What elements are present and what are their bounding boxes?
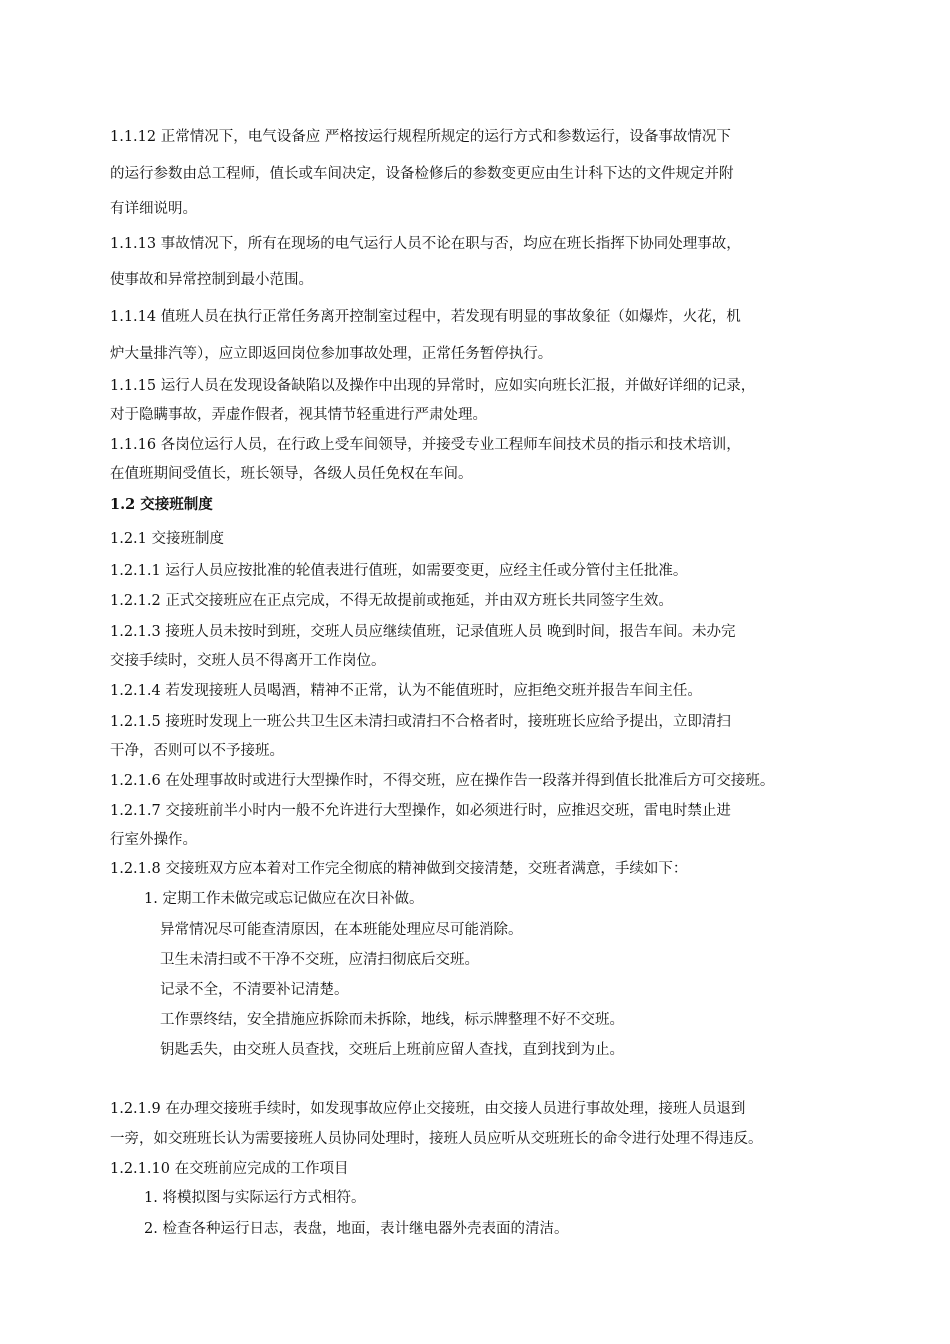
text-line: 1.2.1.1 运行人员应按批准的轮值表进行值班，如需要变更，应经主任或分管付主任批准。 (110, 563, 688, 579)
list-item: 钥匙丢失，由交班人员查找，交班后上班前应留人查找，直到找到为止。 (160, 1042, 624, 1058)
list-item: 1. 将模拟图与实际运行方式相符。 (144, 1190, 366, 1206)
text-line: 1.2.1.8 交接班双方应本着对工作完全彻底的精神做到交接清楚，交班者满意，手续如下： (110, 861, 688, 877)
section-heading: 1.2 交接班制度 (110, 496, 213, 513)
text-line: 对于隐瞒事故，弄虚作假者，视其情节轻重进行严肃处理。 (110, 407, 487, 423)
text-line: 1.1.15 运行人员在发现设备缺陷以及操作中出现的异常时，应如实向班长汇报，并做好详细的记录， (110, 378, 756, 394)
text-line: 有详细说明。 (110, 201, 197, 217)
text-line: 1.2.1.4 若发现接班人员喝酒，精神不正常，认为不能值班时，应拒绝交班并报告车间主任。 (110, 683, 702, 699)
list-item: 卫生未清扫或不干净不交班，应清扫彻底后交班。 (160, 952, 479, 968)
text-line: 的运行参数由总工程师，值长或车间决定，设备检修后的参数变更应由生计科下达的文件规定并附 (110, 166, 734, 182)
text-line: 1.2.1.7 交接班前半小时内一般不允许进行大型操作，如必须进行时，应推迟交班，雷电时禁止进 (110, 803, 731, 819)
text-line: 1.1.13 事故情况下，所有在现场的电气运行人员不论在职与否，均应在班长指挥下协同处理事故， (110, 236, 741, 252)
text-line: 行室外操作。 (110, 832, 197, 848)
text-line: 1.1.14 值班人员在执行正常任务离开控制室过程中，若发现有明显的事故象征（如爆炸，火花，机 (110, 309, 741, 325)
text-line: 在值班期间受值长，班长领导，各级人员任免权在车间。 (110, 466, 473, 482)
list-item: 1. 定期工作未做完或忘记做应在次日补做。 (144, 891, 424, 907)
subsection-heading: 1.2.1 交接班制度 (110, 531, 225, 547)
text-line: 1.2.1.6 在处理事故时或进行大型操作时，不得交班，应在操作告一段落并得到值长批准后方可交接班。 (110, 773, 775, 789)
list-item: 2. 检查各种运行日志，表盘，地面，表计继电器外壳表面的清洁。 (144, 1221, 569, 1237)
text-line: 炉大量排汽等），应立即返回岗位参加事故处理，正常任务暂停执行。 (110, 346, 553, 362)
text-line: 使事故和异常控制到最小范围。 (110, 272, 313, 288)
text-line: 1.2.1.9 在办理交接班手续时，如发现事故应停止交接班，由交接人员进行事故处理，接班人员退到 (110, 1101, 746, 1117)
text-line: 1.1.16 各岗位运行人员，在行政上受车间领导，并接受专业工程师车间技术员的指示和技术培训， (110, 437, 741, 453)
text-line: 干净，否则可以不予接班。 (110, 743, 284, 759)
text-line: 1.2.1.5 接班时发现上一班公共卫生区未清扫或清扫不合格者时，接班班长应给予提出，立即清扫 (110, 714, 731, 730)
text-line: 1.1.12 正常情况下，电气设备应 严格按运行规程所规定的运行方式和参数运行，设备事故情况下 (110, 129, 731, 145)
list-item: 工作票终结，安全措施应拆除而未拆除，地线，标示牌整理不好不交班。 (160, 1012, 624, 1028)
list-item: 记录不全，不清要补记清楚。 (160, 982, 349, 998)
list-item: 异常情况尽可能查清原因，在本班能处理应尽可能消除。 (160, 922, 523, 938)
text-line: 1.2.1.2 正式交接班应在正点完成，不得无故提前或拖延，并由双方班长共同签字生效。 (110, 593, 673, 609)
text-line: 交接手续时，交班人员不得离开工作岗位。 (110, 653, 386, 669)
text-line: 一旁，如交班班长认为需要接班人员协同处理时，接班人员应听从交班班长的命令进行处理不得违反。 (110, 1131, 763, 1147)
text-line: 1.2.1.10 在交班前应完成的工作项目 (110, 1161, 349, 1177)
text-line: 1.2.1.3 接班人员未按时到班，交班人员应继续值班，记录值班人员 晚到时间，报告车间。未办完 (110, 624, 736, 640)
